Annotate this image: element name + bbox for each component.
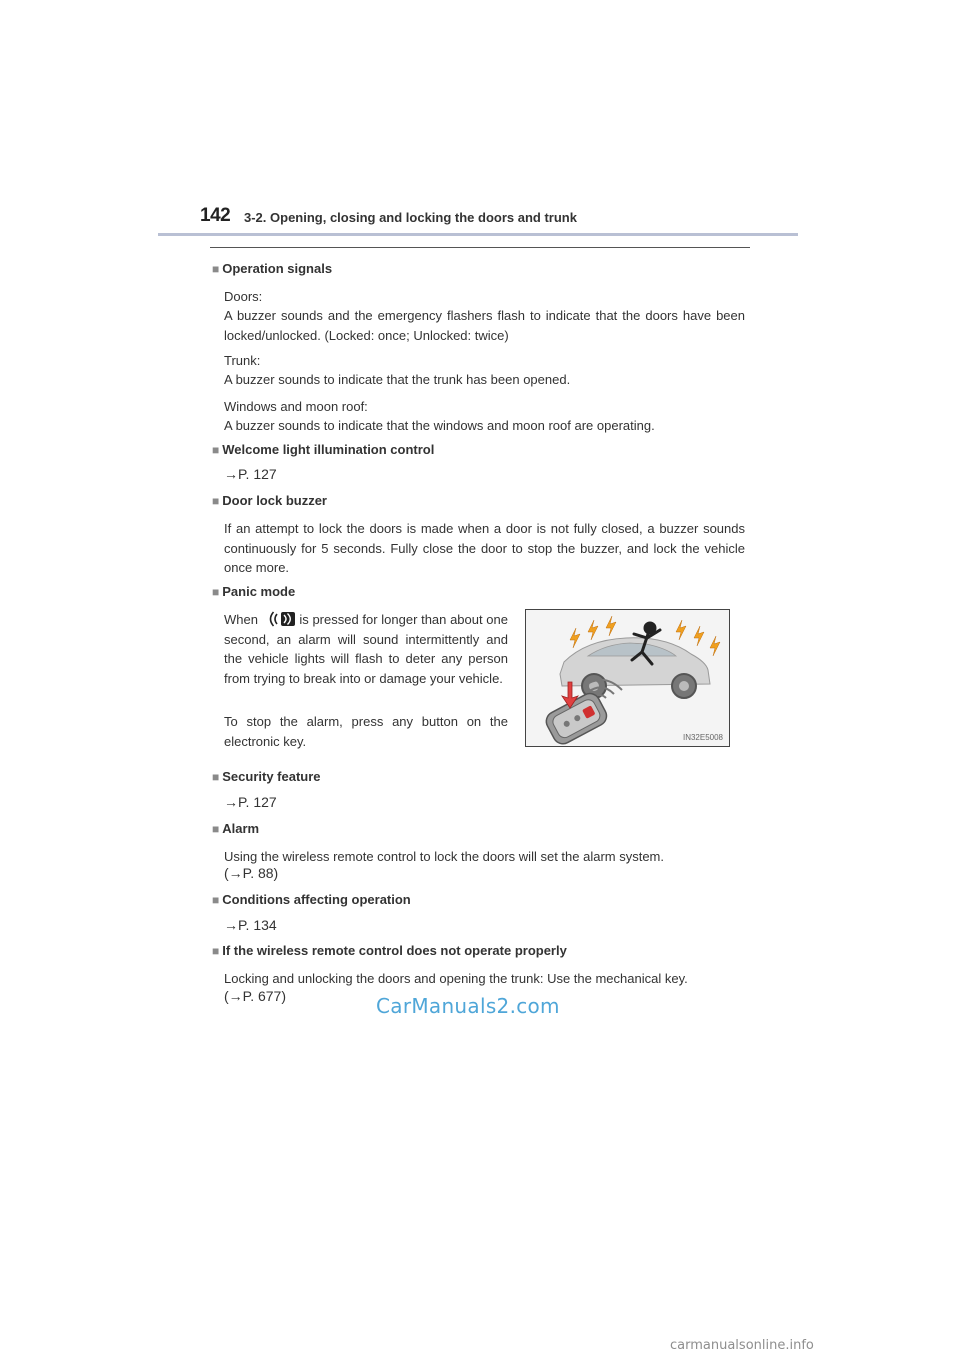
page-number: 142: [200, 205, 231, 226]
windows-label: Windows and moon roof:: [224, 399, 368, 414]
bullet-square-icon: ■: [212, 262, 220, 276]
panic-mode-illustration: [525, 609, 730, 747]
section-title-alarm: ■ Alarm: [212, 821, 260, 836]
doors-label: Doors:: [224, 289, 263, 304]
car-alarm-illustration: [526, 610, 730, 747]
remote-not-operating-text: Locking and unlocking the doors and opening the trunk: Use the mechanical key.: [224, 971, 688, 986]
bullet-square-icon: ■: [212, 585, 220, 599]
bullet-square-icon: ■: [212, 893, 220, 907]
security-feature-page-link[interactable]: →P. 127: [224, 794, 277, 810]
figure-code: IN32E5008: [682, 733, 723, 742]
alarm-page-link[interactable]: (→P. 88): [224, 865, 279, 881]
bullet-square-icon: ■: [212, 822, 220, 836]
watermark-link[interactable]: CarManuals2.com: [376, 994, 560, 1018]
section-title-conditions: ■ Conditions affecting operation: [212, 892, 411, 907]
chapter-title: 3-2. Opening, closing and locking the doors and trunk: [244, 210, 577, 225]
windows-text: A buzzer sounds to indicate that the windows and moon roof are operating.: [224, 418, 655, 433]
panic-button-icon: [262, 611, 296, 627]
trunk-label: Trunk:: [224, 353, 261, 368]
section-title-security-feature: ■ Security feature: [212, 769, 321, 784]
page-header: [0, 0, 960, 240]
bullet-square-icon: ■: [212, 443, 220, 457]
section-title-operation-signals: ■ Operation signals: [212, 261, 333, 276]
section-title-welcome-light: ■ Welcome light illumination control: [212, 442, 435, 457]
bullet-square-icon: ■: [212, 944, 220, 958]
panic-stop-text: To stop the alarm, press any button on the electronic key.: [224, 714, 508, 749]
conditions-page-link[interactable]: →P. 134: [224, 917, 277, 933]
section-title-panic-mode: ■ Panic mode: [212, 584, 296, 599]
section-title-door-lock-buzzer: ■ Door lock buzzer: [212, 493, 327, 508]
header-divider: [158, 233, 798, 236]
section-title-remote-not-operating: ■ If the wireless remote control does not operate properly: [212, 943, 567, 958]
doors-text: A buzzer sounds and the emergency flashers flash to indicate that the doors have been locked/unlocked. (Locked: once; Unlocked: twice): [224, 308, 745, 343]
footer-watermark: carmanualsonline.info: [670, 1338, 814, 1353]
door-lock-buzzer-text: If an attempt to lock the doors is made when a door is not fully closed, a buzzer sounds continuously for 5 seconds. Fully close the door to stop the buzzer, and lock the vehicle once more.: [224, 521, 745, 575]
remote-not-operating-page-link[interactable]: (→P. 677): [224, 988, 286, 1004]
bullet-square-icon: ■: [212, 770, 220, 784]
panic-mode-text: When is pressed for longer than about one second, an alarm will sound intermittently and the vehicle lights will flash to deter any person from trying to break into or damage your vehicle.: [224, 612, 508, 686]
welcome-light-page-link[interactable]: →P. 127: [224, 466, 277, 482]
bullet-square-icon: ■: [212, 494, 220, 508]
alarm-text: Using the wireless remote control to lock the doors will set the alarm system.: [224, 849, 665, 864]
section-divider: [210, 247, 750, 248]
trunk-text: A buzzer sounds to indicate that the trunk has been opened.: [224, 372, 571, 387]
